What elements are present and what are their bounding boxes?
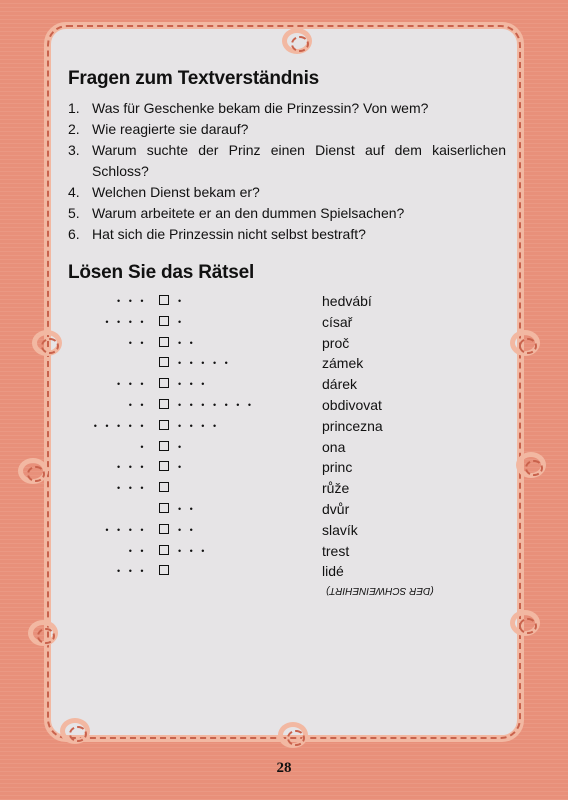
question-item — [68, 140, 506, 182]
puzzle-answer-box[interactable] — [159, 420, 169, 430]
puzzle-clue-word: růže — [322, 480, 350, 497]
puzzle-dots-left: ••• — [117, 566, 152, 577]
puzzle-clue-word: obdivovat — [322, 396, 382, 413]
rope-knot-icon — [510, 610, 540, 636]
question-number: 3. — [68, 142, 80, 158]
puzzle-clue-word: lidé — [322, 563, 344, 580]
puzzle-dots-right: ••• — [178, 545, 213, 556]
question-item — [68, 98, 506, 119]
puzzle-answer-box[interactable] — [159, 357, 169, 367]
question-item — [68, 182, 506, 203]
puzzle-answer-box[interactable] — [159, 316, 169, 326]
puzzle-answer-box[interactable] — [159, 565, 169, 575]
puzzle-dots-left: ••• — [117, 462, 152, 473]
question-number: 1. — [68, 100, 80, 116]
puzzle-dots-right: ••• — [178, 379, 213, 390]
puzzle-row — [68, 292, 508, 313]
puzzle-dots-right: •• — [178, 337, 202, 348]
puzzle-clue-word: proč — [322, 334, 350, 351]
puzzle-dots-right: • — [178, 462, 190, 473]
puzzle-row — [68, 417, 508, 438]
puzzle-dots-right: ••••••• — [178, 399, 260, 410]
puzzle-clue-word: princezna — [322, 417, 383, 434]
puzzle-answer-box[interactable] — [159, 441, 169, 451]
puzzle-clue-word: dárek — [322, 376, 358, 393]
question-text: Hat sich die Prinzessin nicht selbst bestraft? — [92, 226, 366, 242]
question-list — [68, 98, 506, 245]
puzzle-clue-word: trest — [322, 542, 350, 559]
question-number: 4. — [68, 184, 80, 200]
question-number: 2. — [68, 121, 80, 137]
question-text: Wie reagierte sie darauf? — [92, 121, 249, 137]
puzzle-dots-right: •••• — [178, 420, 225, 431]
question-text: Warum suchte der Prinz einen Dienst auf dem kaiserlichen Schloss? — [92, 142, 506, 179]
rope-knot-icon — [32, 330, 62, 356]
puzzle-dots-left: •• — [128, 399, 152, 410]
puzzle-dots-right: • — [178, 316, 190, 327]
rope-knot-icon — [510, 330, 540, 356]
rope-knot-icon — [516, 452, 546, 478]
puzzle-answer-box[interactable] — [159, 295, 169, 305]
page-number: 28 — [276, 760, 292, 776]
question-number: 5. — [68, 205, 80, 221]
puzzle-dots-left: ••• — [117, 483, 152, 494]
puzzle-dots-left: ••• — [117, 379, 152, 390]
puzzle-answer-box[interactable] — [159, 378, 169, 388]
puzzle-row — [68, 354, 508, 375]
puzzle-dots-right: •• — [178, 503, 202, 514]
puzzle-answer-box[interactable] — [159, 461, 169, 471]
rope-knot-icon — [60, 718, 90, 744]
puzzle-row — [68, 500, 508, 521]
puzzle-dots-left: •• — [128, 337, 152, 348]
puzzle-row — [68, 438, 508, 459]
puzzle-answer-box[interactable] — [159, 524, 169, 534]
question-number: 6. — [68, 226, 80, 242]
puzzle-clue-word: slavík — [322, 521, 358, 538]
puzzle-dots-right: ••••• — [178, 358, 237, 369]
puzzle-answer-box[interactable] — [159, 503, 169, 513]
puzzle-dots-left: •••• — [105, 524, 152, 535]
puzzle-row — [68, 313, 508, 334]
section-title-questions: Fragen zum Textverständnis — [68, 68, 320, 89]
puzzle-answer-box[interactable] — [159, 337, 169, 347]
puzzle-clue-word: dvůr — [322, 500, 350, 517]
rope-knot-icon — [278, 722, 308, 748]
question-text: Warum arbeitete er an den dummen Spielsachen? — [92, 205, 405, 221]
rope-knot-icon — [282, 28, 312, 54]
rope-knot-icon — [28, 620, 58, 646]
puzzle-dots-left: ••••• — [93, 420, 152, 431]
question-item — [68, 224, 506, 245]
puzzle-row — [68, 521, 508, 542]
puzzle-dots-left: •• — [128, 545, 152, 556]
puzzle-answer-box[interactable] — [159, 482, 169, 492]
rope-knot-icon — [18, 458, 48, 484]
puzzle-clue-word: princ — [322, 459, 353, 476]
puzzle-row — [68, 396, 508, 417]
puzzle-dots-right: •• — [178, 524, 202, 535]
source-credit: (DER SCHWEINEHIRT) — [326, 585, 434, 596]
puzzle-grid — [68, 292, 508, 583]
puzzle-clue-word: ona — [322, 438, 346, 455]
section-title-puzzle: Lösen Sie das Rätsel — [68, 262, 255, 283]
question-text: Welchen Dienst bekam er? — [92, 184, 260, 200]
puzzle-dots-right: • — [178, 441, 190, 452]
puzzle-row — [68, 542, 508, 563]
question-text: Was für Geschenke bekam die Prinzessin? Von wem? — [92, 100, 429, 116]
puzzle-clue-word: hedvábí — [322, 293, 372, 309]
puzzle-dots-left: • — [140, 441, 152, 452]
question-item — [68, 119, 506, 140]
puzzle-row — [68, 458, 508, 479]
puzzle-row — [68, 479, 508, 500]
puzzle-dots-left: •••• — [105, 316, 152, 327]
puzzle-answer-box[interactable] — [159, 545, 169, 555]
puzzle-dots-left: ••• — [117, 296, 152, 306]
puzzle-answer-box[interactable] — [159, 399, 169, 409]
puzzle-dots-right: • — [178, 296, 190, 306]
puzzle-row — [68, 375, 508, 396]
puzzle-row — [68, 334, 508, 355]
question-item — [68, 203, 506, 224]
puzzle-clue-word: zámek — [322, 355, 364, 372]
puzzle-clue-word: císař — [322, 313, 353, 330]
puzzle-row — [68, 562, 508, 583]
